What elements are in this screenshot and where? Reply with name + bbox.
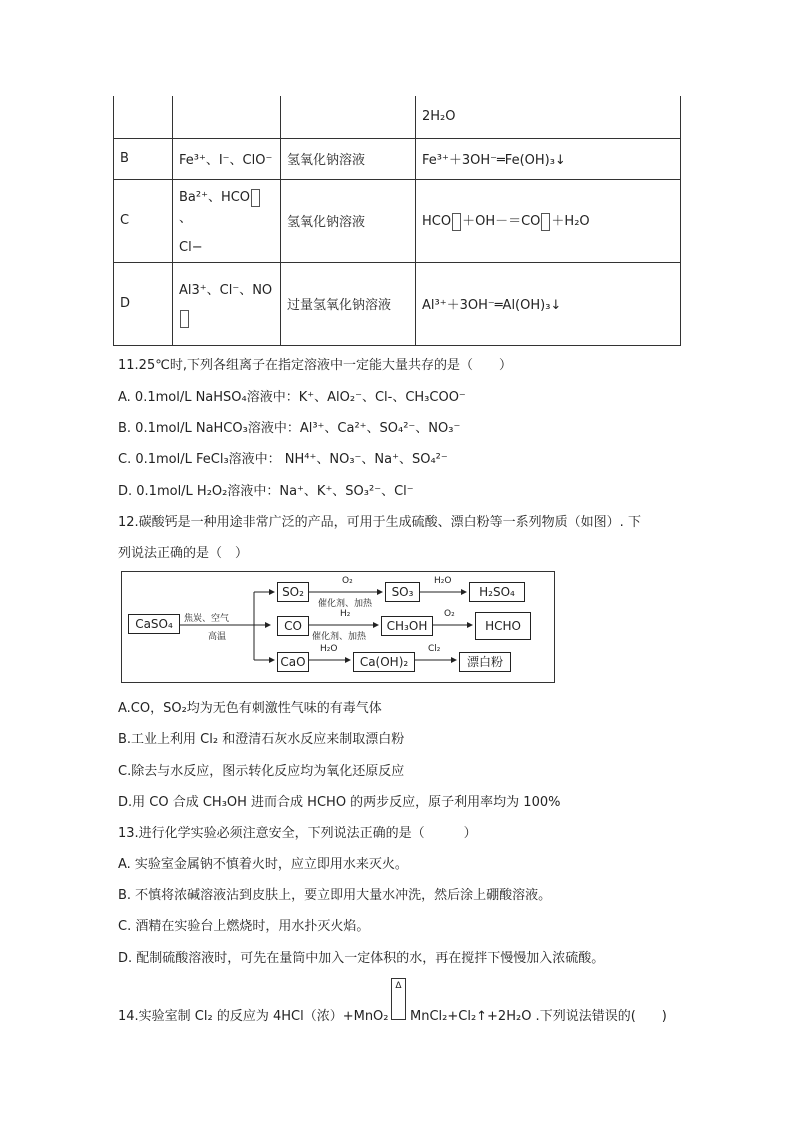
cl2-label: Cl₂ (428, 644, 441, 654)
cond-top: 焦炭、空气 (184, 614, 230, 624)
row-label: D (114, 262, 173, 345)
q11-option-b: B. 0.1mol/L NaHCO₃溶液中：Al³⁺、Ca²⁺、SO₄²⁻、NO₃⁻ (118, 421, 461, 436)
ion-table (113, 96, 681, 346)
q12-option-c: C.除去与水反应，图示转化反应均为氧化还原反应 (118, 764, 405, 779)
q13-option-b: B. 不慎将浓碱溶液沾到皮肤上，要立即用大量水冲洗，然后涂上硼酸溶液。 (118, 888, 552, 903)
so2-box: SO₂ (277, 582, 309, 602)
o2-label: O₂ (342, 576, 353, 586)
caoh2-box: Ca(OH)₂ (353, 652, 415, 672)
so3-box: SO₃ (385, 582, 420, 602)
catalyst-heat-label: 催化剂、加热 (318, 599, 373, 609)
row-label: B (114, 138, 173, 179)
hcho-box: HCHO (475, 612, 531, 640)
fraction-box (452, 213, 461, 231)
h2-label: H₂ (340, 609, 351, 619)
row-equation: Fe³⁺＋3OH⁻═Fe(OH)₃↓ (416, 138, 681, 179)
q13-option-a: A. 实验室金属钠不慎着火时，应立即用水来灭火。 (118, 857, 408, 872)
q14-stem-post: MnCl₂+Cl₂↑+2H₂O .下列说法错误的( ) (410, 1009, 667, 1024)
caso4-box: CaSO₄ (128, 614, 180, 634)
row-ions: Fe³⁺、I⁻、ClO⁻ (173, 138, 281, 179)
q14-stem-pre: 14.实验室制 Cl₂ 的反应为 4HCl（浓）+MnO₂ (118, 1009, 389, 1024)
fraction-box (251, 189, 260, 207)
heat-condition-box: Δ (391, 978, 406, 1020)
q11-option-c: C. 0.1mol/L FeCl₃溶液中： NH⁴⁺、NO₃⁻、Na⁺、SO₄²⁻ (118, 452, 448, 467)
q11-option-d: D. 0.1mol/L H₂O₂溶液中：Na⁺、K⁺、SO₃²⁻、Cl⁻ (118, 484, 414, 499)
q12-option-d: D.用 CO 合成 CH₃OH 进而合成 HCHO 的两步反应，原子利用率均为 100% (118, 795, 561, 810)
row-ions: Al3⁺、Cl⁻、NO (173, 262, 281, 345)
h2so4-box: H₂SO₄ (469, 582, 525, 602)
row-reagent (281, 96, 416, 138)
cao-box: CaO (277, 652, 309, 672)
reaction-flow-diagram (121, 571, 555, 683)
q12-option-b: B.工业上利用 Cl₂ 和澄清石灰水反应来制取漂白粉 (118, 732, 405, 747)
row-reagent: 氢氧化钠溶液 (281, 138, 416, 179)
row-equation: Al³⁺＋3OH⁻═Al(OH)₃↓ (416, 262, 681, 345)
row-ions (173, 96, 281, 138)
h2o-label: H₂O (320, 644, 338, 654)
q12-stem-line1: 12.碳酸钙是一种用途非常广泛的产品，可用于生成硫酸、漂白粉等一系列物质（如图）. 下 (118, 515, 641, 530)
q13-stem: 13.进行化学实验必须注意安全，下列说法正确的是（ ） (118, 826, 477, 841)
fraction-box (541, 213, 550, 231)
cond-bottom: 高温 (208, 632, 227, 642)
row-ions: Ba²⁺、HCO、 Cl− (173, 179, 281, 262)
q11-option-a: A. 0.1mol/L NaHSO₄溶液中：K⁺、AlO₂⁻、Cl-、CH₃COO⁻ (118, 390, 466, 405)
row-equation: HCO ＋OH－＝CO ＋H₂O (416, 179, 681, 262)
row-label: C (114, 179, 173, 262)
q13-option-c: C. 酒精在实验台上燃烧时，用水扑灭火焰。 (118, 919, 370, 934)
catalyst-heat-label: 催化剂、加热 (312, 632, 367, 642)
row-reagent: 过量氢氧化钠溶液 (281, 262, 416, 345)
h2o-label: H₂O (434, 576, 452, 586)
row-equation: 2H₂O (416, 96, 681, 138)
q11-stem: 11.25℃时,下列各组离子在指定溶液中一定能大量共存的是（ ） (118, 358, 512, 373)
fraction-box (180, 310, 189, 328)
row-label (114, 96, 173, 138)
o2-label: O₂ (444, 609, 455, 619)
bleach-box: 漂白粉 (459, 652, 511, 672)
co-box: CO (277, 616, 309, 636)
q13-option-d: D. 配制硫酸溶液时，可先在量筒中加入一定体积的水，再在搅拌下慢慢加入浓硫酸。 (118, 951, 605, 966)
ch3oh-box: CH₃OH (381, 616, 433, 636)
row-reagent: 氢氧化钠溶液 (281, 179, 416, 262)
q12-stem-line2: 列说法正确的是（ ） (118, 546, 249, 561)
q12-option-a: A.CO，SO₂均为无色有刺激性气味的有毒气体 (118, 701, 382, 716)
